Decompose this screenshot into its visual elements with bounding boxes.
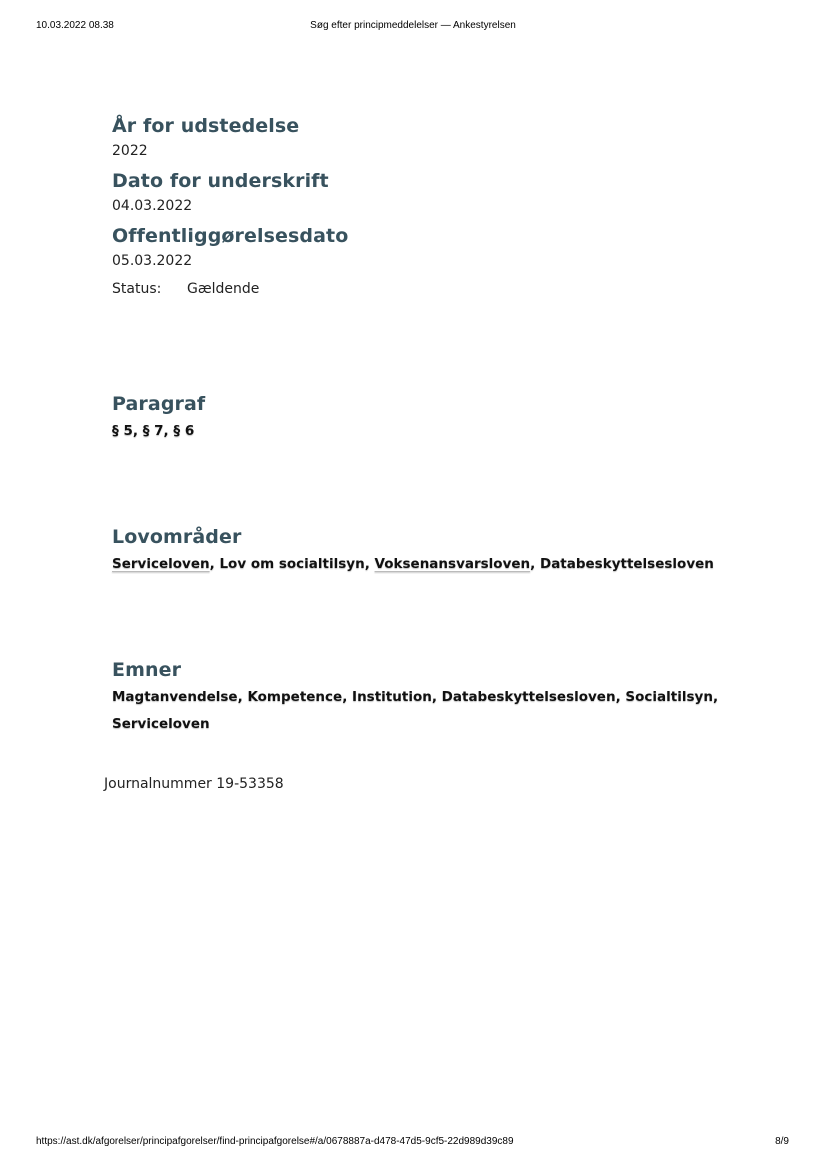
status-row [112,278,752,300]
lovomraader-list: Serviceloven, Lov om socialtilsyn, Voksenansvarsloven, Databeskyttelsesloven [112,556,714,572]
emner-list: Magtanvendelse, Kompetence, Institution, Databeskyttelsesloven, Socialtilsyn, Serviceloven [112,689,719,732]
lovomraade-link[interactable]: Serviceloven [112,556,210,572]
print-footer [0,1136,826,1150]
paragraf-item: § 7 [142,423,164,439]
signature-date-heading: Dato for underskrift [112,170,329,192]
print-datetime: 10.03.2022 08.38 [36,20,114,31]
emne-item: Databeskyttelsesloven [441,689,616,705]
status-label: Status: [112,281,162,297]
emne-item: Institution [352,689,432,705]
emner-heading: Emner [112,659,182,681]
lovomraade-item: Databeskyttelsesloven [539,556,714,572]
publication-date-heading: Offentliggørelsesdato [112,225,349,247]
lovomraade-link[interactable]: Voksenansvarsloven [374,556,531,572]
emne-item: Serviceloven [112,716,210,732]
status-value: Gældende [187,281,260,297]
year-heading: År for udstedelse [112,115,300,137]
print-url: https://ast.dk/afgorelser/principafgorelser/find-principafgorelse#/a/0678887a-d478-47d5-9cf5-22d989d39c89 [36,1136,514,1147]
emne-item: Socialtilsyn [625,689,713,705]
lovomraader-heading: Lovområder [112,526,242,548]
paragraf-item: § 5 [112,423,133,439]
paragraf-list: § 5, § 7, § 6 [112,423,195,439]
lovomraade-item: Lov om socialtilsyn [219,556,365,572]
print-page-title: Søg efter principmeddelelser — Ankestyrelsen [310,20,516,31]
emne-item: Kompetence [247,689,343,705]
publication-date-value: 05.03.2022 [112,253,193,269]
emne-item: Magtanvendelse [112,689,238,705]
paragraf-item: § 6 [173,423,195,439]
year-value: 2022 [112,143,148,159]
print-page-number: 8/9 [775,1136,789,1147]
print-header [0,20,826,34]
paragraf-heading: Paragraf [112,393,206,415]
journal-number: Journalnummer 19-53358 [104,776,284,792]
signature-date-value: 04.03.2022 [112,198,193,214]
document-content [112,112,752,738]
